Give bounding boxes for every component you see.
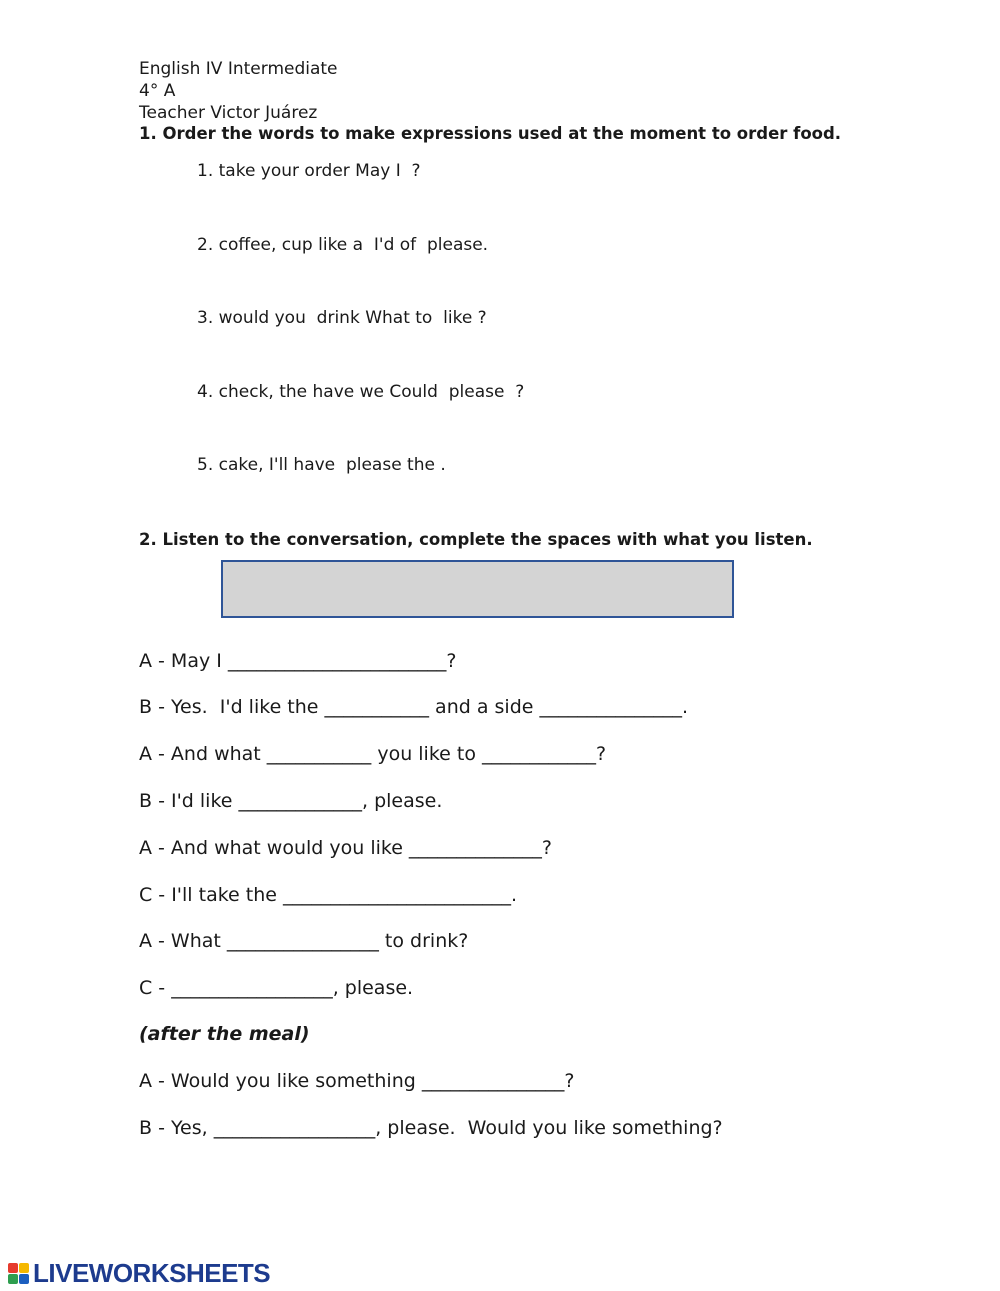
header-group: 4° A [139,81,176,101]
logo-square [8,1263,18,1273]
audio-player[interactable] [221,560,734,618]
order-item: 5. cake, I'll have please the . [197,455,446,475]
order-item: 1. take your order May I ? [197,161,421,181]
dialogue-line: A - What ________________ to drink? [139,930,469,952]
dialogue-line: C - _________________, please. [139,977,414,999]
liveworksheets-logo[interactable] [8,1258,270,1288]
logo-square [19,1263,29,1273]
logo-square [8,1274,18,1284]
logo-square [19,1274,29,1284]
header-course: English IV Intermediate [139,59,338,79]
logo-text: LIVEWORKSHEETS [33,1257,271,1288]
header-teacher: Teacher Victor Juárez [139,103,318,123]
dialogue-line: A - And what ___________ you like to ____________? [139,743,607,765]
section-2-title: 2. Listen to the conversation, complete the spaces with what you listen. [139,530,813,549]
dialogue-line: B - Yes, _________________, please. Would you like something? [139,1117,723,1139]
order-item: 2. coffee, cup like a I'd of please. [197,235,489,255]
dialogue-line: C - I'll take the ________________________. [139,884,518,906]
dialogue-line: A - Would you like something _______________? [139,1070,575,1092]
order-item: 3. would you drink What to like ? [197,308,487,328]
order-item: 4. check, the have we Could please ? [197,382,525,402]
dialogue-line: A - And what would you like ______________? [139,837,553,859]
section-1-title: 1. Order the words to make expressions used at the moment to order food. [139,124,842,143]
dialogue-line: B - Yes. I'd like the ___________ and a side _______________. [139,696,689,718]
after-meal-label: (after the meal) [139,1023,310,1045]
dialogue-line: A - May I _______________________? [139,650,457,672]
dialogue-line: B - I'd like _____________, please. [139,790,443,812]
logo-mark-icon [8,1263,29,1284]
